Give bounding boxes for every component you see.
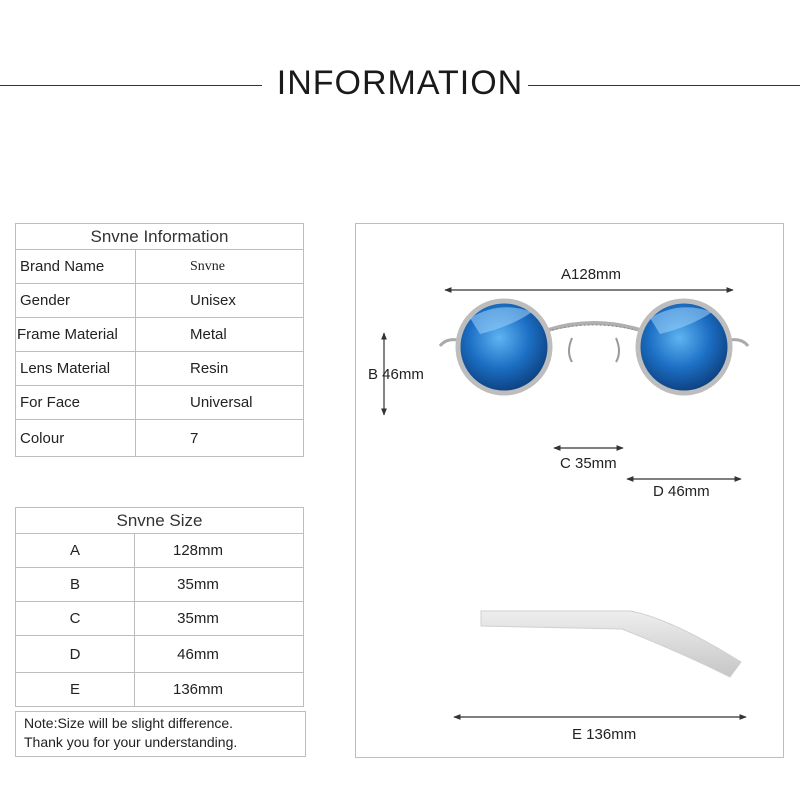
- dimension-label-d: D 46mm: [653, 483, 710, 500]
- size-table-title: Snvne Size: [16, 508, 304, 534]
- size-value-d: 46mm: [135, 636, 304, 673]
- info-value-colour: 7: [136, 420, 304, 457]
- page-title: INFORMATION: [276, 64, 524, 102]
- dimension-label-c: C 35mm: [560, 455, 617, 472]
- dimension-label-a: A128mm: [561, 266, 622, 283]
- info-label-for-face: For Face: [16, 386, 136, 420]
- size-label-e: E: [16, 673, 135, 707]
- info-value-brand-name: Snvne: [136, 250, 304, 284]
- info-value-gender: Unisex: [136, 284, 304, 318]
- info-label-gender: Gender: [16, 284, 136, 318]
- info-label-brand-name: Brand Name: [16, 250, 136, 284]
- info-value-for-face: Universal: [136, 386, 304, 420]
- info-label-lens-material: Lens Material: [16, 352, 136, 386]
- info-table-title: Snvne Information: [16, 224, 304, 250]
- size-value-a: 128mm: [135, 534, 304, 568]
- nose-pad-right: [616, 338, 619, 362]
- dimension-label-e: E 136mm: [572, 726, 637, 743]
- size-value-e: 136mm: [135, 673, 304, 707]
- size-value-c: 35mm: [135, 602, 304, 636]
- dimension-label-b: B 46mm: [368, 366, 424, 383]
- temple-arm-image: [481, 611, 741, 677]
- info-value-lens-material: Resin: [136, 352, 304, 386]
- sunglasses-front-image: [440, 301, 748, 393]
- size-label-b: B: [16, 568, 135, 602]
- size-label-c: C: [16, 602, 135, 636]
- note-line-2: Thank you for your understanding.: [24, 734, 238, 750]
- info-value-frame-material: Metal: [136, 318, 304, 352]
- right-temple-stub: [730, 340, 748, 346]
- info-label-frame-material: Frame Material: [16, 318, 136, 352]
- size-label-d: D: [16, 636, 135, 673]
- size-label-a: A: [16, 534, 135, 568]
- left-temple-stub: [440, 340, 458, 346]
- nose-pad-left: [569, 338, 572, 362]
- size-value-b: 35mm: [135, 568, 304, 602]
- note-line-1: Note:Size will be slight difference.: [24, 715, 234, 731]
- bridge: [548, 323, 640, 330]
- info-label-colour: Colour: [16, 420, 136, 457]
